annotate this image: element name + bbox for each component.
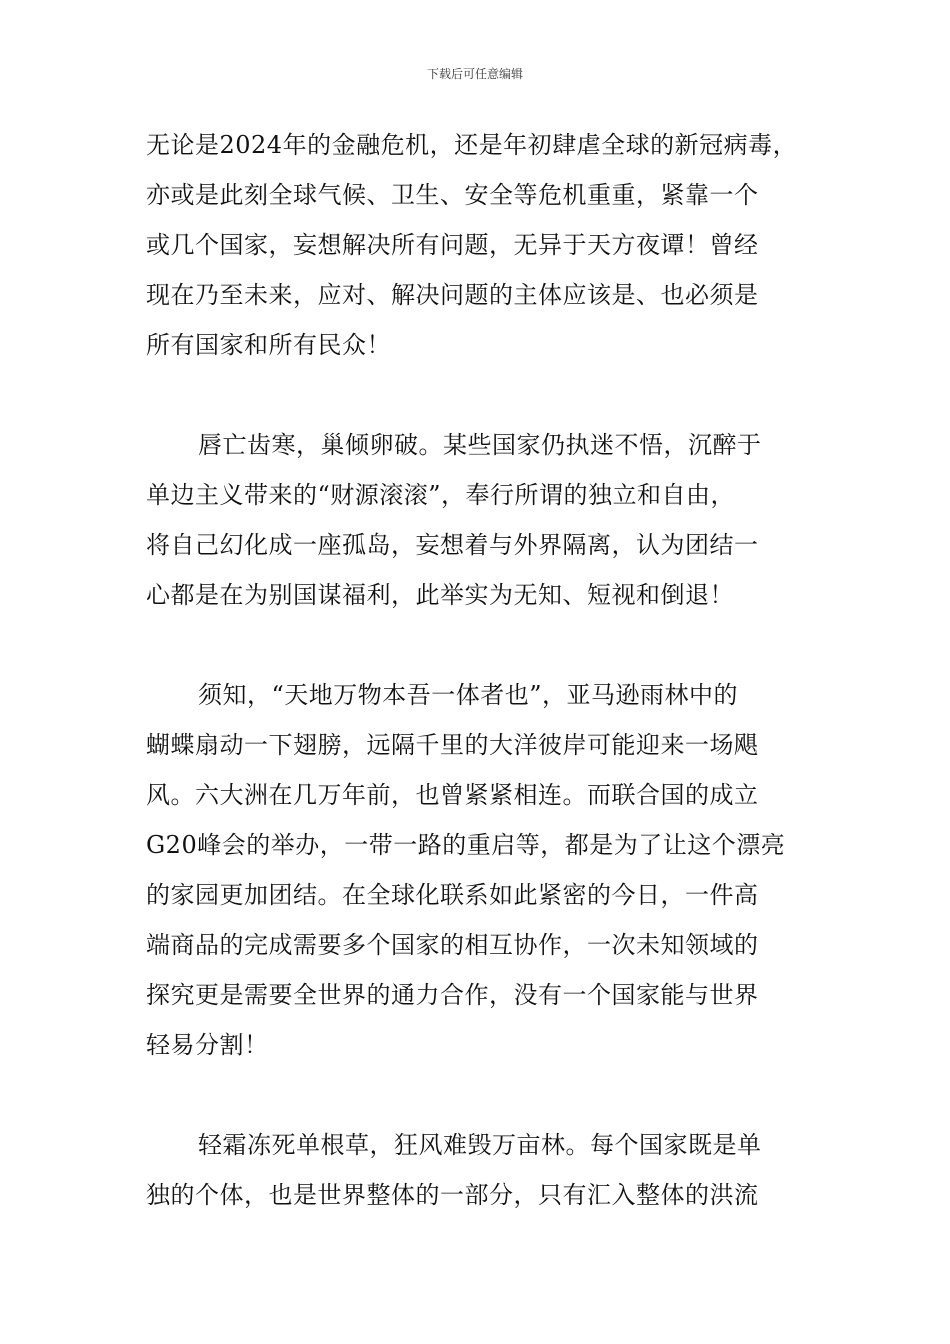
paragraph-2	[146, 420, 818, 620]
page-header: 下载后可任意编辑	[426, 67, 523, 81]
paragraph-4	[146, 1120, 818, 1220]
paragraph-line: 风。六大洲在几万年前，也曾紧紧相连。而联合国的成立	[146, 781, 759, 809]
paragraph-line: 所有国家和所有民众！	[146, 331, 391, 359]
paragraph-line: 心都是在为别国谋福利，此举实为无知、短视和倒退！	[146, 581, 734, 609]
paragraph-line: 现在乃至未来，应对、解决问题的主体应该是、也必须是	[146, 281, 759, 309]
paragraph-line: 或几个国家，妄想解决所有问题，无异于天方夜谭！曾经	[146, 231, 759, 259]
paragraph-line: 蝴蝶扇动一下翅膀，远隔千里的大洋彼岸可能迎来一场飓	[146, 731, 759, 759]
paragraph-line: 端商品的完成需要多个国家的相互协作，一次未知领域的	[146, 931, 759, 959]
paragraph-line: 轻霜冻死单根草，狂风难毁万亩林。每个国家既是单	[198, 1131, 762, 1159]
paragraph-line: 无论是2024年的金融危机，还是年初肆虐全球的新冠病毒，	[146, 131, 798, 159]
paragraph-gap	[146, 1070, 818, 1120]
paragraph-line: 的家园更加团结。在全球化联系如此紧密的今日，一件高	[146, 881, 759, 909]
paragraph-line: 亦或是此刻全球气候、卫生、安全等危机重重，紧靠一个	[146, 181, 759, 209]
paragraph-3	[146, 670, 818, 1070]
paragraph-line: 将自己幻化成一座孤岛，妄想着与外界隔离，认为团结一	[146, 531, 759, 559]
paragraph-line: 单边主义带来的“财源滚滚”，奉行所谓的独立和自由，	[146, 481, 736, 509]
paragraph-line: 轻易分割！	[146, 1031, 269, 1059]
paragraph-line: 探究更是需要全世界的通力合作，没有一个国家能与世界	[146, 981, 759, 1009]
paragraph-1	[146, 120, 818, 370]
paragraph-gap	[146, 370, 818, 420]
paragraph-gap	[146, 620, 818, 670]
paragraph-line: 须知，“天地万物本吾一体者也”，亚马逊雨林中的	[198, 681, 739, 709]
paragraph-line: 独的个体，也是世界整体的一部分，只有汇入整体的洪流	[146, 1181, 759, 1209]
document-body	[146, 120, 818, 1220]
paragraph-line: G20峰会的举办，一带一路的重启等，都是为了让这个漂亮	[146, 831, 786, 859]
paragraph-line: 唇亡齿寒，巢倾卵破。某些国家仍执迷不悟，沉醉于	[198, 431, 762, 459]
